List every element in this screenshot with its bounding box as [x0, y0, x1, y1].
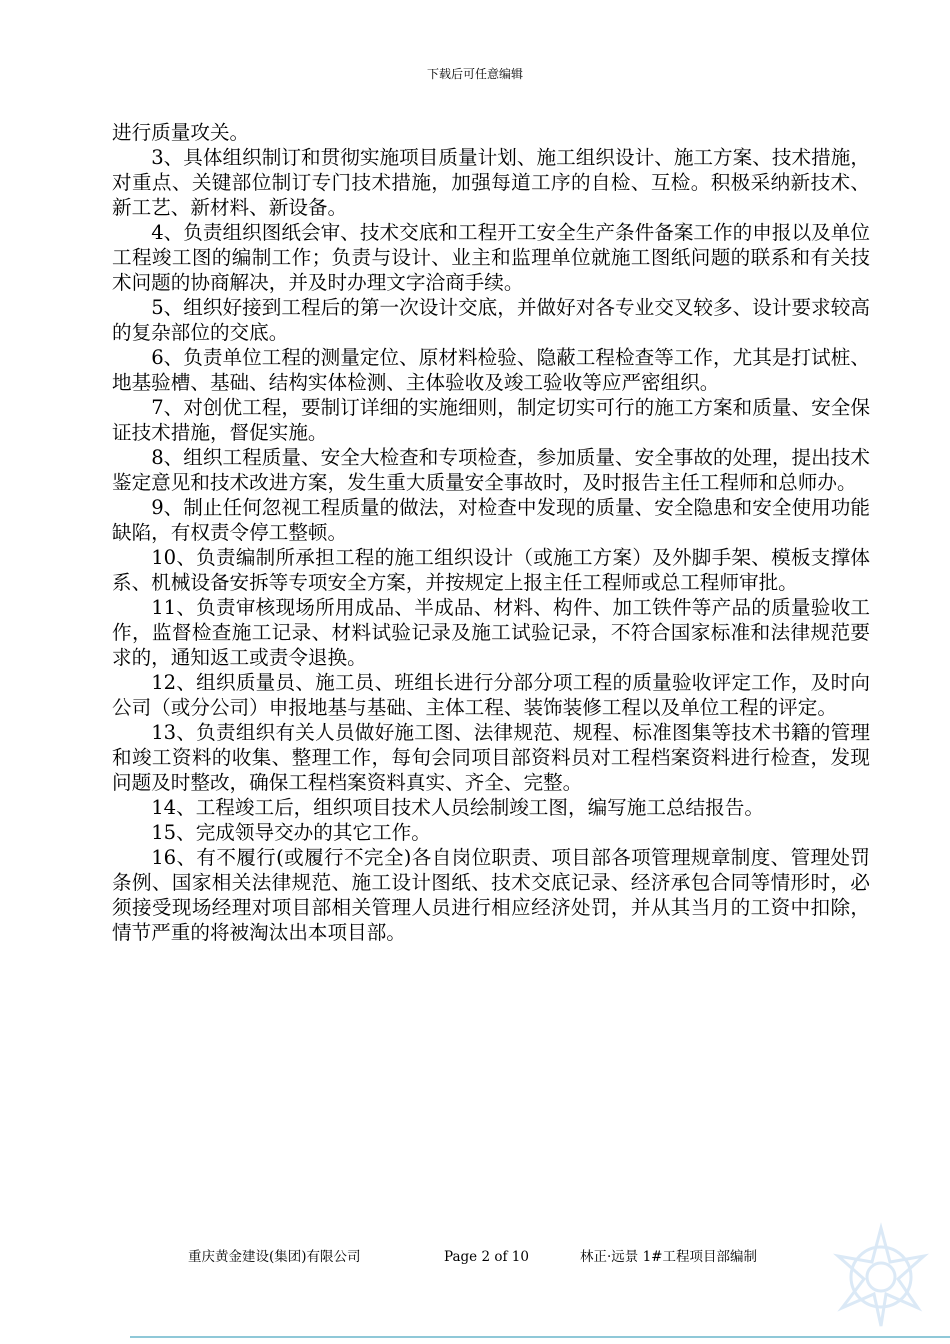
paragraph-continuation: 进行质量攻关。 [112, 121, 250, 144]
footer-page-number: Page 2 of 10 [444, 1249, 529, 1265]
paragraph-item-9: 9、制止任何忽视工程质量的做法，对检查中发现的质量、安全隐患和安全使用功能缺陷，有权责令停工整顿。 [112, 496, 870, 544]
footer-department: 林正·远景 1#工程项目部编制 [580, 1249, 757, 1265]
footer-company: 重庆黄金建设(集团)有限公司 [188, 1249, 361, 1265]
paragraph-item-13: 13、负责组织有关人员做好施工图、法律规范、规程、标准图集等技术书籍的管理和竣工资料的收集、整理工作，每旬会同项目部资料员对工程档案资料进行检查，发现问题及时整改，确保工程档案资料真实、齐全、完整。 [112, 721, 870, 794]
paragraph-item-14: 14、工程竣工后，组织项目技术人员绘制竣工图，编写施工总结报告。 [151, 796, 764, 819]
paragraph-item-7: 7、对创优工程，要制订详细的实施细则，制定切实可行的施工方案和质量、安全保证技术措施，督促实施。 [112, 396, 870, 444]
footer-rule [130, 1336, 950, 1338]
header-note: 下载后可任意编辑 [426, 67, 523, 81]
paragraph-item-4: 4、负责组织图纸会审、技术交底和工程开工安全生产条件备案工作的申报以及单位工程竣工图的编制工作；负责与设计、业主和监理单位就施工图纸问题的联系和有关技术问题的协商解决，并及时办理文字洽商手续。 [112, 221, 870, 294]
paragraph-item-15: 15、完成领导交办的其它工作。 [151, 821, 431, 844]
paragraph-item-3: 3、具体组织制订和贯彻实施项目质量计划、施工组织设计、施工方案、技术措施，对重点、关键部位制订专门技术措施，加强每道工序的自检、互检。积极采纳新技术、新工艺、新材料、新设备。 [112, 146, 870, 219]
paragraph-item-11: 11、负责审核现场所用成品、半成品、材料、构件、加工铁件等产品的质量验收工作，监督检查施工记录、材料试验记录及施工试验记录，不符合国家标准和法律规范要求的，通知返工或责令退换。 [112, 596, 870, 669]
paragraph-item-5: 5、组织好接到工程后的第一次设计交底，并做好对各专业交叉较多、设计要求较高的复杂部位的交底。 [112, 296, 870, 344]
document-body [112, 120, 870, 945]
paragraph-item-8: 8、组织工程质量、安全大检查和专项检查，参加质量、安全事故的处理，提出技术鉴定意见和技术改进方案，发生重大质量安全事故时，及时报告主任工程师和总师办。 [112, 446, 870, 494]
paragraph-item-10: 10、负责编制所承担工程的施工组织设计（或施工方案）及外脚手架、模板支撑体系、机械设备安拆等专项安全方案，并按规定上报主任工程师或总工程师审批。 [112, 546, 870, 594]
paragraph-item-12: 12、组织质量员、施工员、班组长进行分部分项工程的质量验收评定工作，及时向公司（或分公司）申报地基与基础、主体工程、装饰装修工程以及单位工程的评定。 [112, 671, 870, 719]
paragraph-item-6: 6、负责单位工程的测量定位、原材料检验、隐蔽工程检查等工作，尤其是打试桩、地基验槽、基础、结构实体检测、主体验收及竣工验收等应严密组织。 [112, 346, 870, 394]
watermark-star-icon [826, 1222, 936, 1332]
paragraph-item-16: 16、有不履行(或履行不完全)各自岗位职责、项目部各项管理规章制度、管理处罚条例、国家相关法律规范、施工设计图纸、技术交底记录、经济承包合同等情形时，必须接受现场经理对项目部相关管理人员进行相应经济处罚，并从其当月的工资中扣除，情节严重的将被淘汰出本项目部。 [112, 846, 870, 944]
